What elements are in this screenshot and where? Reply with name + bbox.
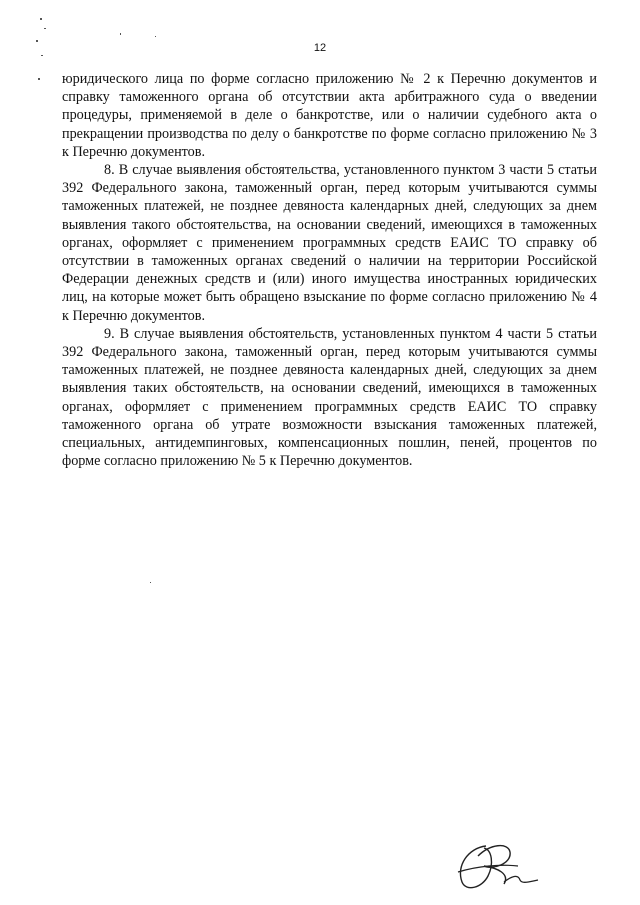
- document-body: [62, 70, 597, 470]
- paragraph-item-9: 9. В случае выявления обстоятельств, установленных пунктом 4 части 5 статьи 392 Федерального закона, таможенный орган, перед которым учитываются суммы таможенных платежей, не позднее девяноста календарных дней, следующих за днем выявления таких обстоятельств, на основании сведений, имеющихся в таможенных органах, оформляет с применением программных средств ЕАИС ТО справку таможенного органа об утрате возможности взыскания таможенных платежей, специальных, антидемпинговых, компенсационных пошлин, пеней, процентов по форме согласно приложению № 5 к Перечню документов.: [62, 325, 597, 470]
- paragraph-item-8: 8. В случае выявления обстоятельства, установленного пунктом 3 части 5 статьи 392 Федерального закона, таможенный орган, перед которым учитываются суммы таможенных платежей, не позднее девяноста календарных дней, следующих за днем выявления такого обстоятельства, на основании сведений, имеющихся в таможенных органах, оформляет с применением программных средств ЕАИС ТО справку об отсутствии в таможенных органах сведений о наличии на территории Российской Федерации денежных средств и (или) иного имущества иностранных юридических лиц, на которые может быть обращено взыскание по форме согласно приложению № 4 к Перечню документов.: [62, 162, 597, 324]
- handwritten-signature-icon: [448, 836, 553, 898]
- paragraph-continuation: юридического лица по форме согласно приложению № 2 к Перечню документов и справку таможенного органа об отсутствии акта арбитражного суда о введении процедуры, применяемой в деле о банкротстве, или о наличии судебного акта о прекращении производства по делу о банкротстве по форме согласно приложению № 3 к Перечню документов.: [62, 71, 597, 160]
- page-number: 12: [313, 42, 327, 54]
